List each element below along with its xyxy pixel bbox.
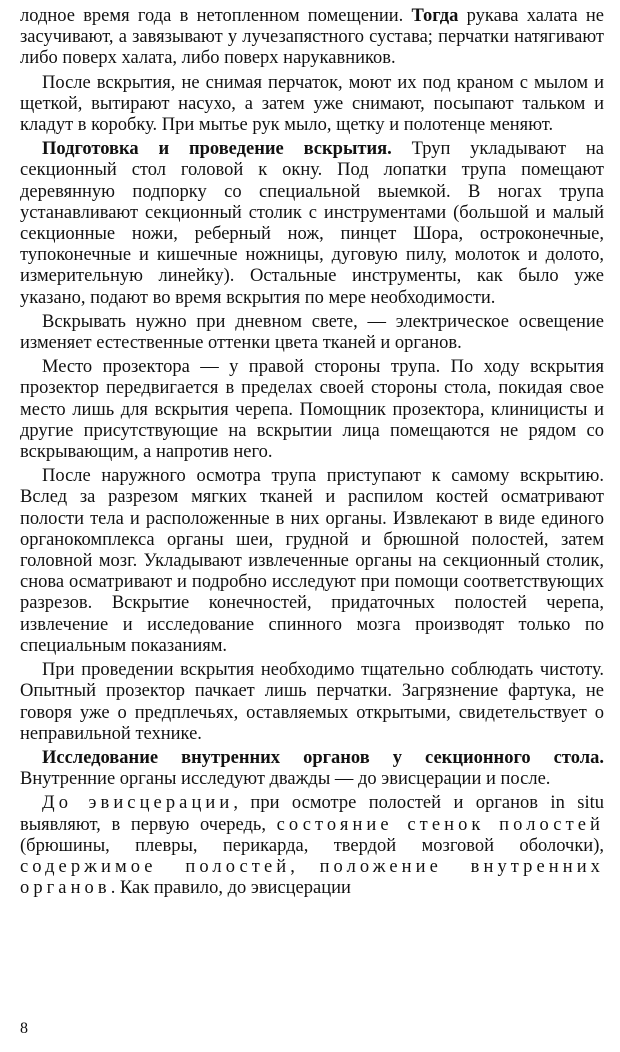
text-body bbox=[20, 6, 604, 899]
paragraph-5 bbox=[20, 466, 604, 657]
paragraph-7 bbox=[20, 748, 604, 790]
text-run: После вскрытия, не снимая перчаток, моют их под краном с мылом и щеткой, вытирают насухо, а затем уже снимают, посыпают тальком и кладут в коробку. При мытье рук мыло, щетку и полотенце меняют. bbox=[20, 72, 604, 136]
text-run: Труп укладывают на секционный стол головой к окну. Под лопатки трупа помещают деревянную подпорку со специальной выемкой. В ногах трупа устанавливают секционный столик с инструментами (большой и малый секционные ножи, реберный нож, пинцет Шора, остроконечные, тупоконечные и кишечные ножницы, дуговую пилу, молоток и долото, измерительную линейку). Остальные инструменты, как было уже указано, подают во время вскрытия по мере необходимости. bbox=[20, 139, 604, 308]
bold-run: Подготовка и проведение вскрытия. bbox=[42, 139, 392, 160]
text-run: . Как правило, до эвисцерации bbox=[110, 878, 351, 899]
paragraph-8 bbox=[20, 793, 604, 899]
spaced-run: положение внутренних органов bbox=[20, 856, 604, 899]
text-run: лодное время года в нетопленном помещении. bbox=[20, 6, 412, 26]
paragraph-1 bbox=[20, 73, 604, 137]
text-run: После наружного осмотра трупа приступают к самому вскрытию. Вслед за разрезом мягких тканей и распилом костей осматривают полости тела и расположенные в них органы. Извлекают в виде единого органокомплекса органы шеи, грудной и брюшной полостей, затем головной мозг. Укладывают извлеченные органы на секционный столик, снова осматривают и подробно исследуют при помощи соответствующих разрезов. Вскрытие конечностей, придаточных полостей черепа, извлечение и исследование спинного мозга производят только по специальным показаниям. bbox=[20, 466, 604, 656]
text-run: Внутренние органы исследуют дважды — до эвисцерации и после. bbox=[20, 769, 551, 790]
page-number: 8 bbox=[20, 1020, 28, 1037]
bold-run: Тогда bbox=[411, 6, 459, 26]
text-run: Вскрывать нужно при дневном свете, — электрическое освещение изменяет естественные оттенки цвета тканей и органов. bbox=[20, 311, 604, 354]
text-run: (брюшины, плевры, перикарда, твердой мозговой оболочки), bbox=[20, 835, 604, 856]
paragraph-2 bbox=[20, 139, 604, 309]
text-run: , bbox=[290, 856, 320, 877]
bold-run: Исследование внутренних органов у секционного стола. bbox=[42, 747, 604, 768]
paragraph-3 bbox=[20, 312, 604, 354]
text-run: рукава халата не засучивают, а завязывают у лучезапястного сустава; перчатки натягивают либо поверх халата, либо поверх нарукавников. bbox=[20, 6, 605, 69]
paragraph-6 bbox=[20, 660, 604, 745]
spaced-run: До эвисцерации bbox=[42, 793, 234, 814]
paragraph-0 bbox=[20, 6, 604, 70]
text-run: , при осмотре полостей и органов in situ выявляют, в первую очередь, bbox=[20, 793, 604, 835]
text-run: Место прозектора — у правой стороны трупа. По ходу вскрытия прозектор передвигается в пределах своей стороны стола, покидая свое место лишь для вскрытия черепа. Помощник прозектора, клиницисты и другие присутствующие на вскрытии лица помещаются не рядом со вскрывающим, а напротив него. bbox=[20, 357, 604, 463]
paragraph-4 bbox=[20, 357, 604, 463]
spaced-run: содержимое полостей bbox=[20, 856, 291, 877]
spaced-run: состояние стенок полостей bbox=[276, 814, 604, 835]
text-run: При проведении вскрытия необходимо тщательно соблюдать чистоту. Опытный прозектор пачкает лишь перчатки. Загрязнение фартука, не говоря уже о предплечьях, оставляемых открытыми, свидетельствует о неправильной технике. bbox=[20, 660, 604, 744]
